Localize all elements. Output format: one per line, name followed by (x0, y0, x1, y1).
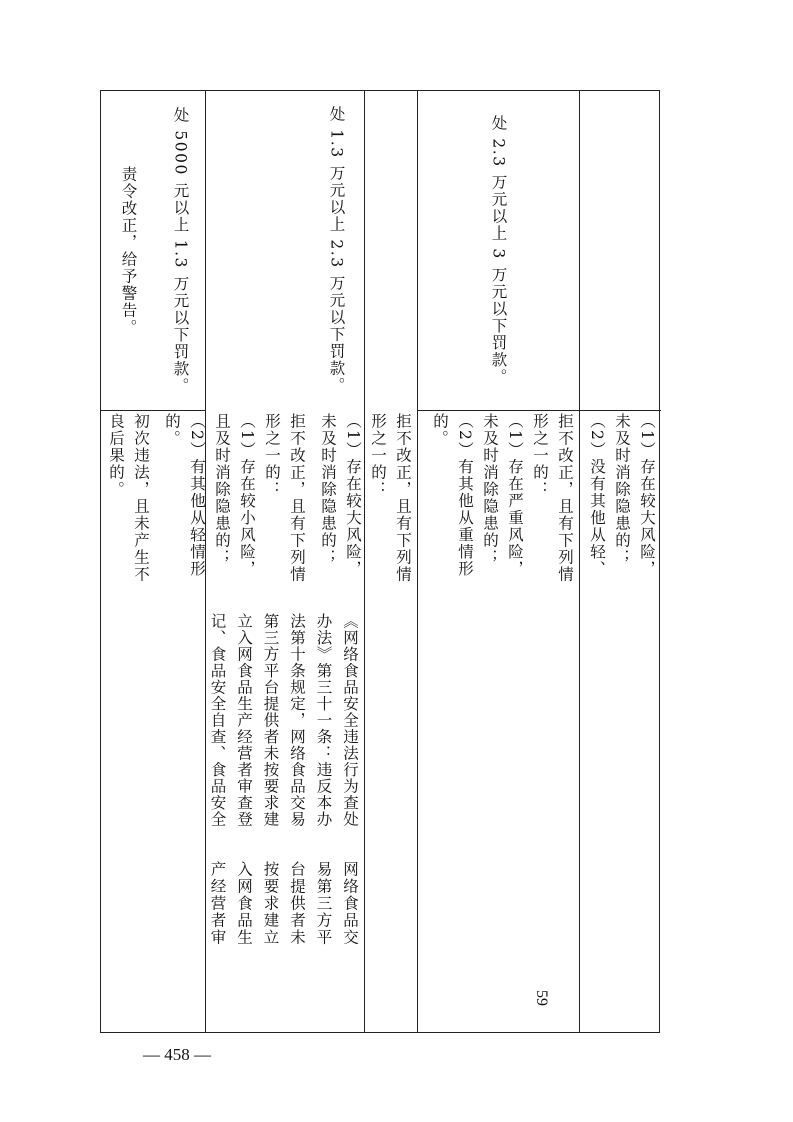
condition-line: （1）存在较大风险， (344, 413, 362, 578)
tier-3-penalty: 处 1.3 万元以上 2.3 万元以下罚款。 (327, 106, 346, 395)
basis-line: 法第十条规定，网络食品交易 (288, 613, 306, 828)
violation-line: 入网食品生 (235, 861, 253, 946)
tier-2-penalty: 处 5000 元以上 1.3 万元以下罚款。 (171, 106, 190, 395)
condition-line: 的。 (163, 413, 181, 447)
condition-line: 初次违法，且未产生不 (132, 413, 150, 583)
condition-line: （2）没有其他从轻、 (588, 413, 606, 578)
row-divider (417, 410, 661, 411)
group-a-conditions (581, 413, 659, 1031)
basis-line: 立入网食品生产经营者审查登 (235, 613, 253, 828)
basis-line: 记、食品安全自查、食品安全 (209, 613, 227, 828)
tier-1-penalty: 责令改正，给予警告。 (119, 165, 138, 336)
violation-line: 按要求建立 (261, 861, 280, 946)
condition-line: 形之一的： (531, 413, 549, 498)
column-divider (417, 91, 418, 1032)
condition-line: 拒不改正，且有下列情 (288, 413, 306, 583)
condition-line: 拒不改正，且有下列情 (556, 413, 574, 583)
condition-line: 未及时消除隐患的； (613, 413, 631, 566)
condition-line: （1）存在严重风险， (506, 413, 524, 578)
tier-3-conditions (311, 413, 415, 1031)
tier-2-conditions (155, 413, 309, 1031)
condition-line: 未及时消除隐患的； (319, 413, 337, 566)
condition-line: 形之一的： (369, 413, 387, 498)
condition-line: 良后果的。 (107, 413, 125, 498)
group-b-penalty: 处 2.3 万元以上 3 万元以下罚款。 (489, 115, 508, 386)
condition-line: （2）有其他从轻情形 (188, 413, 206, 578)
row-number: 59 (533, 990, 550, 1006)
violation-line: 易第三方平 (314, 861, 333, 946)
condition-line: （2）有其他从重情形 (456, 413, 474, 578)
condition-line (581, 413, 584, 1031)
column-divider (579, 91, 580, 1032)
page-number: — 458 — (143, 1045, 211, 1064)
penalty-table (100, 90, 660, 1033)
tier-1-conditions (103, 413, 153, 1031)
basis-line: 《网络食品安全违法行为查处 (341, 613, 359, 828)
violation-line: 产经营者审 (209, 861, 227, 946)
condition-line: （1）存在较大风险， (638, 413, 656, 578)
condition-line: 形之一的： (263, 413, 281, 498)
basis-line: 第三方平台提供者未按要求建 (261, 613, 280, 828)
condition-line: 拒不改正，且有下列情 (394, 413, 412, 583)
violation-line: 台提供者未 (288, 861, 306, 946)
violation-line: 网络食品交 (341, 861, 359, 946)
row-divider (101, 410, 205, 411)
group-b-conditions (419, 413, 577, 1031)
condition-line: （1）存在较小风险， (238, 413, 256, 578)
condition-line: 且及时消除隐患的； (213, 413, 231, 566)
condition-line: 的。 (431, 413, 449, 447)
condition-line: 未及时消除隐患的； (481, 413, 499, 566)
basis-line: 办法》第三十一条：违反本办 (314, 613, 333, 828)
